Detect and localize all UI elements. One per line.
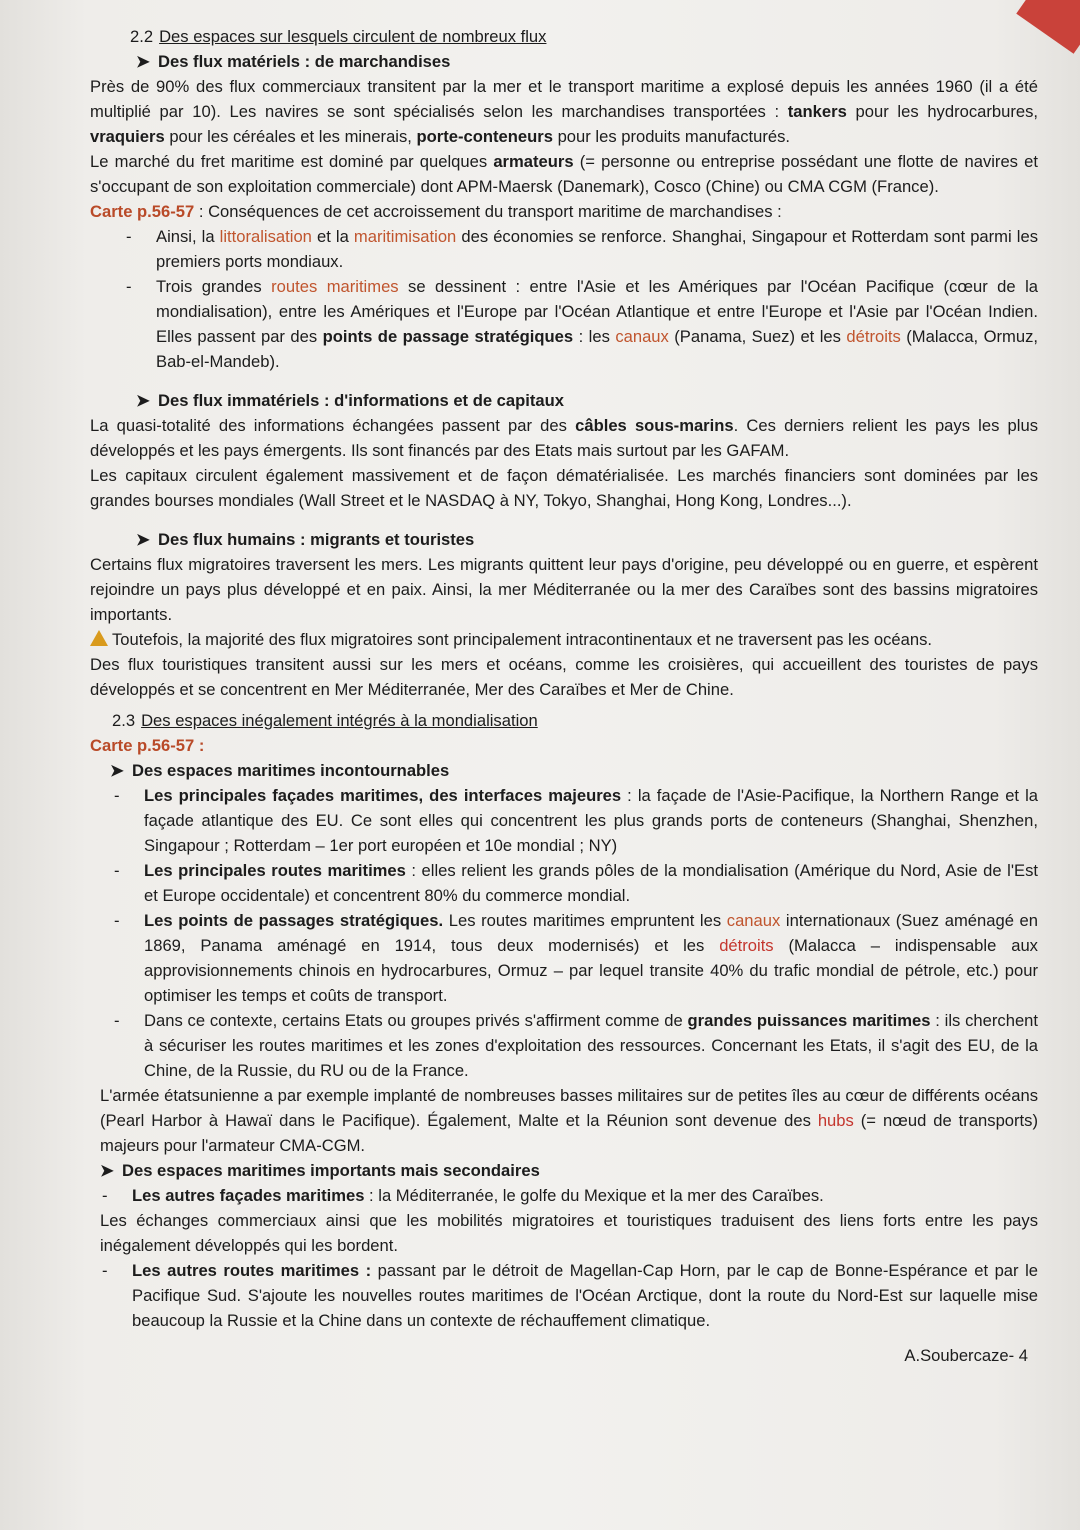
section-2-3-heading bbox=[112, 708, 1038, 733]
text: Dans ce contexte, certains Etats ou groupes privés s'affirment comme de bbox=[144, 1011, 688, 1030]
paragraph-tourists: Des flux touristiques transitent aussi sur les mers et océans, comme les croisières, qui accueillent des touristes de pays développés et se concentrent en Mer Méditerranée, Mer des Caraïbes et Mer de Chine. bbox=[90, 655, 1038, 699]
term-facades: Les principales façades maritimes, des interfaces majeures bbox=[144, 786, 622, 805]
text: Ainsi, la bbox=[156, 227, 220, 246]
arrow-icon: ➤ bbox=[136, 391, 150, 410]
term-vraquiers: vraquiers bbox=[90, 127, 165, 146]
subheading-incontournables bbox=[110, 758, 1038, 783]
text: (Malacca – indispensable aux approvisionnements chinois en hydrocarbures, Ormuz – par lequel transite 40% du trafic mondial de pétrole, etc.) pour optimiser les temps et coûts de transport. bbox=[144, 936, 1038, 1005]
term-armateurs: armateurs bbox=[493, 152, 574, 171]
paragraph-armateurs bbox=[90, 149, 1038, 199]
section-title: Des espaces inégalement intégrés à la mondialisation bbox=[141, 711, 538, 730]
text: Près de 90% des flux commerciaux transitent par la mer et le transport maritime a explosé depuis les années 1960 (il a été multiplié par 10). Les navires se sont spécialisés selon les marchandises transportées : bbox=[90, 77, 1038, 121]
paragraph-maritime-transport bbox=[90, 74, 1038, 149]
text: pour les produits manufacturés. bbox=[552, 127, 791, 146]
text: Le marché du fret maritime est dominé par quelques bbox=[90, 152, 494, 171]
carte-reference: Carte p.56-57 : bbox=[90, 736, 205, 755]
text: (Panama, Suez) et les bbox=[668, 327, 847, 346]
term-maritimisation: maritimisation bbox=[353, 227, 457, 246]
term-autres-facades: Les autres façades maritimes bbox=[132, 1186, 365, 1205]
list-item bbox=[144, 783, 1038, 858]
term-cables-sous-marins: câbles sous-marins bbox=[575, 416, 734, 435]
text: La quasi-totalité des informations échangées passent par des bbox=[90, 416, 576, 435]
subheading-text: Des espaces maritimes incontournables bbox=[132, 761, 450, 780]
text: . Ces derniers relient les pays les plus développés et les pays émergents. Ils sont financés par des Etats mais surtout par les GAFAM. bbox=[90, 416, 1039, 460]
list-item bbox=[156, 274, 1038, 374]
carte-reference-line bbox=[90, 199, 1038, 224]
subheading-text: Des flux humains : migrants et touristes bbox=[158, 530, 475, 549]
list-item bbox=[156, 224, 1038, 274]
term-canaux: canaux bbox=[726, 911, 781, 930]
carte-reference-line bbox=[90, 733, 1038, 758]
text: pour les céréales et les minerais, bbox=[164, 127, 417, 146]
text: L'armée étatsunienne a par exemple implanté de nombreuses basses militaires sur de petites îles au cœur de différents océans (Pearl Harbor à Hawaï dans le Pacifique). Également, Malte et la Réunion sont devenue des bbox=[100, 1086, 1038, 1130]
text: (Malacca, Ormuz, Bab-el-Mandeb). bbox=[156, 327, 1038, 371]
subheading-immaterial-flows bbox=[136, 388, 1038, 413]
warning-icon bbox=[90, 630, 108, 646]
text: (= personne ou entreprise possédant une flotte de navires et s'occupant de son exploitation commerciale) dont APM-Maersk (Danemark), Cosco (Chine) ou CMA CGM (France). bbox=[90, 152, 1038, 196]
text: et la bbox=[311, 227, 354, 246]
section-number: 2.3 bbox=[112, 711, 136, 730]
carte-reference: Carte p.56-57 bbox=[90, 202, 195, 221]
text: : les bbox=[573, 327, 616, 346]
text: : la Méditerranée, le golfe du Mexique et la mer des Caraïbes. bbox=[364, 1186, 824, 1205]
text: se dessinent : entre l'Asie et les Amériques par l'Océan Pacifique (cœur de la mondialisation), entre les Amériques et l'Europe par l'Océan Atlantique et entre l'Europe et l'Asie par l'Océan Indien. Elles passent par des bbox=[156, 277, 1039, 346]
arrow-icon: ➤ bbox=[110, 761, 124, 780]
text: des économies se renforce. Shanghai, Singapour et Rotterdam sont parmi les premiers ports mondiaux. bbox=[156, 227, 1038, 271]
secondaires-list-2 bbox=[90, 1258, 1038, 1333]
term-porte-conteneurs: porte-conteneurs bbox=[416, 127, 553, 146]
text: : Conséquences de cet accroissement du transport maritime de marchandises : bbox=[194, 202, 782, 221]
term-detroits: détroits bbox=[719, 936, 774, 955]
arrow-icon: ➤ bbox=[136, 530, 150, 549]
term-hubs: hubs bbox=[817, 1111, 854, 1130]
term-autres-routes: Les autres routes maritimes : bbox=[132, 1261, 372, 1280]
term-routes: Les principales routes maritimes bbox=[144, 861, 406, 880]
list-item bbox=[132, 1183, 1038, 1208]
text: : elles relient les grands pôles de la mondialisation (Amérique du Nord, Asie de l'Est et Europe occidentale) et concentrent 80% du commerce mondial. bbox=[144, 861, 1038, 905]
text: internationaux (Suez aménagé en 1869, Panama aménagé en 1914, tous deux modernisés) et les bbox=[144, 911, 1038, 955]
paragraph-cables bbox=[90, 413, 1038, 463]
text: Toutefois, la majorité des flux migratoires sont principalement intracontinentaux et ne traversent pas les océans. bbox=[112, 630, 932, 649]
consequences-list bbox=[90, 224, 1038, 374]
secondaires-list-1 bbox=[90, 1183, 1038, 1208]
arrow-icon: ➤ bbox=[136, 52, 150, 71]
document-page bbox=[90, 22, 1038, 1368]
term-tankers: tankers bbox=[787, 102, 847, 121]
subheading-material-flows bbox=[136, 49, 1038, 74]
list-item bbox=[144, 858, 1038, 908]
paragraph-warning bbox=[90, 627, 1038, 652]
section-2-2-heading bbox=[130, 24, 1038, 49]
subheading-human-flows bbox=[136, 527, 1038, 552]
term-grandes-puissances: grandes puissances maritimes bbox=[687, 1011, 931, 1030]
subheading-text: Des flux matériels : de marchandises bbox=[158, 52, 451, 71]
paragraph-armee bbox=[100, 1083, 1038, 1158]
list-item bbox=[144, 908, 1038, 1008]
term-detroits: détroits bbox=[846, 327, 901, 346]
subheading-text: Des espaces maritimes importants mais secondaires bbox=[122, 1161, 540, 1180]
section-number: 2.2 bbox=[130, 27, 154, 46]
arrow-icon: ➤ bbox=[100, 1161, 114, 1180]
paragraph-migrants: Certains flux migratoires traversent les mers. Les migrants quittent leur pays d'origine, peu développé ou en guerre, et espèrent rejoindre un pays plus développé et en paix. Ainsi, la mer Méditerranée ou la mer des Caraïbes sont des bassins migratoires importants. bbox=[90, 555, 1038, 624]
subheading-secondaires bbox=[100, 1158, 1038, 1183]
page-footer: A.Soubercaze- 4 bbox=[904, 1346, 1028, 1365]
text: (= nœud de transports) majeurs pour l'armateur CMA-CGM. bbox=[100, 1111, 1038, 1155]
text: : la façade de l'Asie-Pacifique, la Northern Range et la façade atlantique des EU. Ce sont elles qui concentrent les plus grands ports de conteneurs (Shanghai, Shenzhen, Singapour ; Rotterdam – 1er port européen et 10e mondial ; NY) bbox=[144, 786, 1038, 855]
list-item bbox=[144, 1008, 1038, 1083]
text: passant par le détroit de Magellan-Cap Horn, par le cap de Bonne-Espérance et par le Pacifique Sud. S'ajoute les nouvelles routes maritimes de l'Océan Arctique, dont la route du Nord-Est sur laquelle mise beaucoup la Russie et la Chine dans un contexte de réchauffement climatique. bbox=[132, 1261, 1038, 1330]
term-littoralisation: littoralisation bbox=[219, 227, 312, 246]
text: : ils cherchent à sécuriser les routes maritimes et les zones d'exploitation des ressources. Concernant les Etats, il s'agit des EU, de la Chine, de la Russie, du RU ou de la France. bbox=[144, 1011, 1039, 1080]
incontournables-list bbox=[90, 783, 1038, 1083]
term-points-passages: Les points de passages stratégiques. bbox=[144, 911, 444, 930]
paragraph-capitaux: Les capitaux circulent également massivement et de façon dématérialisée. Les marchés financiers sont dominées par les grandes bourses mondiales (Wall Street et le NASDAQ à NY, Tokyo, Shanghai, Hong Kong, Londres...). bbox=[90, 466, 1038, 510]
subheading-text: Des flux immatériels : d'informations et de capitaux bbox=[158, 391, 564, 410]
term-canaux: canaux bbox=[615, 327, 669, 346]
paragraph-echanges: Les échanges commerciaux ainsi que les mobilités migratoires et touristiques traduisent des liens forts entre les pays inégalement développés qui les bordent. bbox=[100, 1211, 1038, 1255]
section-title: Des espaces sur lesquels circulent de nombreux flux bbox=[159, 27, 547, 46]
list-item bbox=[132, 1258, 1038, 1333]
term-routes-maritimes: routes maritimes bbox=[271, 277, 399, 296]
text: Les routes maritimes empruntent les bbox=[443, 911, 727, 930]
term-points-passage: points de passage stratégiques bbox=[322, 327, 574, 346]
text: Trois grandes bbox=[156, 277, 272, 296]
text: pour les hydrocarbures, bbox=[846, 102, 1039, 121]
